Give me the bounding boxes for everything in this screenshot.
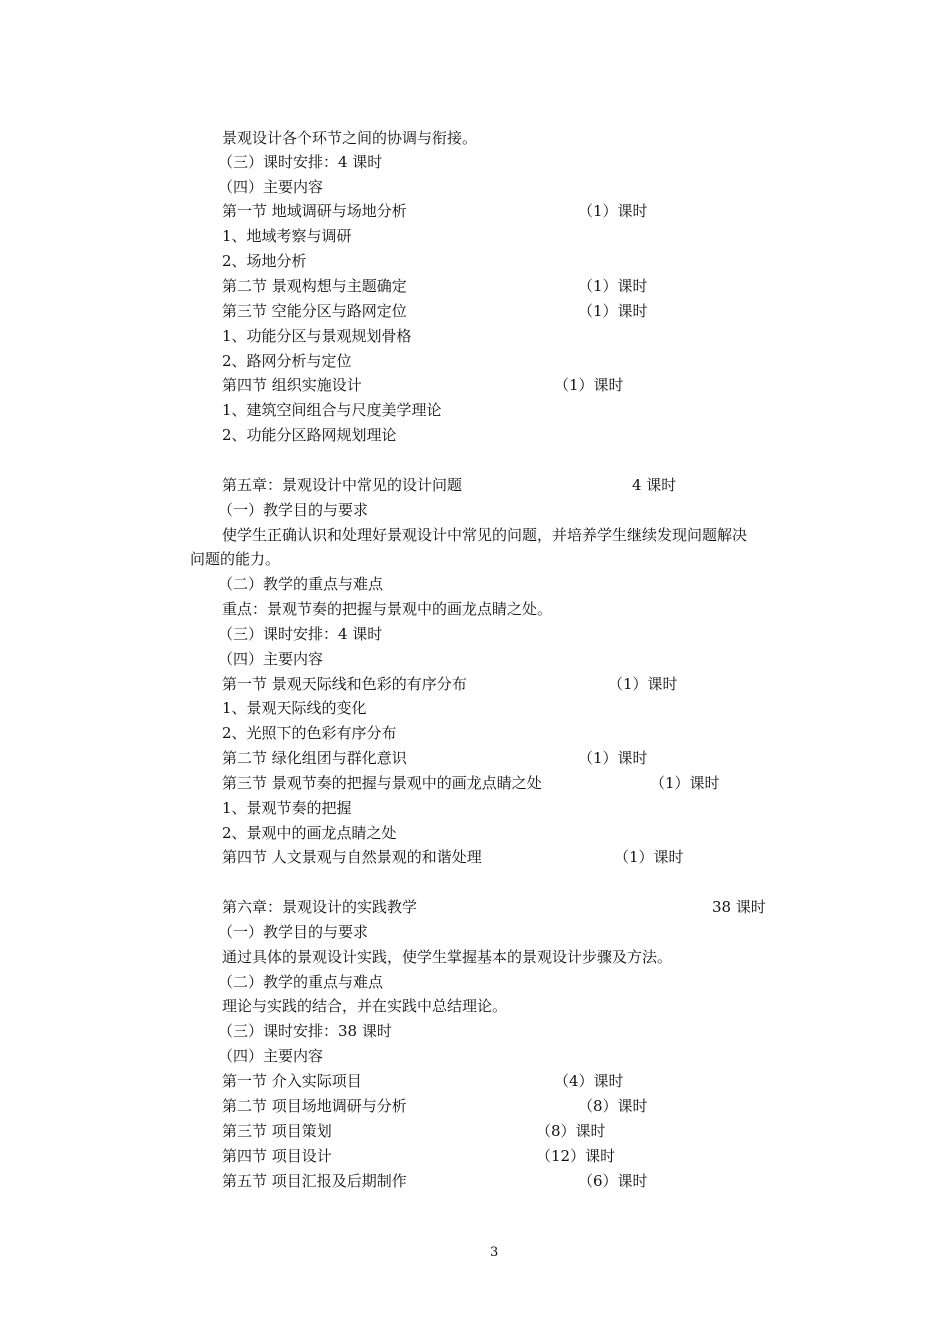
text-line: 第一节 介入实际项目 (222, 1072, 362, 1090)
text-line: 重点：景观节奏的把握与景观中的画龙点睛之处。 (222, 600, 553, 618)
hours-label: （4）课时 (554, 1072, 624, 1090)
hours-label: （8）课时 (536, 1122, 606, 1140)
text-line: 1、建筑空间组合与尺度美学理论 (222, 401, 442, 419)
text-line: 2、光照下的色彩有序分布 (222, 724, 397, 742)
text-line: 1、景观天际线的变化 (222, 699, 367, 717)
text-line: 2、路网分析与定位 (222, 352, 352, 370)
hours-label: 38 课时 (712, 898, 766, 916)
text-line: 第三节 景观节奏的把握与景观中的画龙点睛之处 (222, 774, 542, 792)
hours-label: （1）课时 (650, 774, 720, 792)
text-line: 1、功能分区与景观规划骨格 (222, 327, 412, 345)
text-line: 2、功能分区路网规划理论 (222, 426, 397, 444)
text-line: （四）主要内容 (218, 178, 324, 196)
text-line: 理论与实践的结合，并在实践中总结理论。 (222, 997, 508, 1015)
page-number: 3 (490, 1245, 499, 1260)
hours-label: （12）课时 (536, 1147, 616, 1165)
hours-label: （1）课时 (554, 376, 624, 394)
text-line: 2、场地分析 (222, 252, 307, 270)
text-line: 第四节 项目设计 (222, 1147, 332, 1165)
text-line: 第二节 景观构想与主题确定 (222, 277, 407, 295)
text-line: 使学生正确认识和处理好景观设计中常见的问题，并培养学生继续发现问题解决 (222, 526, 748, 544)
hours-label: （1）课时 (578, 202, 648, 220)
text-line: 景观设计各个环节之间的协调与衔接。 (222, 129, 478, 147)
text-line: （二）教学的重点与难点 (218, 973, 384, 991)
chapter-heading: 第六章：景观设计的实践教学 (222, 898, 418, 916)
hours-label: （1）课时 (578, 277, 648, 295)
hours-label: （8）课时 (578, 1097, 648, 1115)
hours-label: （1）课时 (578, 749, 648, 767)
hours-label: （1）课时 (578, 302, 648, 320)
text-line: （三）课时安排：38 课时 (218, 1022, 392, 1040)
text-line: （三）课时安排：4 课时 (218, 625, 383, 643)
chapter-heading: 第五章：景观设计中常见的设计问题 (222, 476, 463, 494)
text-line: 第二节 项目场地调研与分析 (222, 1097, 407, 1115)
text-line: 1、地域考察与调研 (222, 227, 352, 245)
hours-label: （1）课时 (614, 848, 684, 866)
text-line: 第四节 人文景观与自然景观的和谐处理 (222, 848, 482, 866)
text-line: （四）主要内容 (218, 1047, 324, 1065)
hours-label: 4 课时 (632, 476, 677, 494)
hours-label: （1）课时 (608, 675, 678, 693)
text-line: （四）主要内容 (218, 650, 324, 668)
text-line: 第一节 景观天际线和色彩的有序分布 (222, 675, 467, 693)
text-line: 第二节 绿化组团与群化意识 (222, 749, 407, 767)
text-line: 通过具体的景观设计实践，使学生掌握基本的景观设计步骤及方法。 (222, 948, 673, 966)
text-line: 第五节 项目汇报及后期制作 (222, 1172, 407, 1190)
text-line: 第一节 地域调研与场地分析 (222, 202, 407, 220)
text-line: （三）课时安排：4 课时 (218, 153, 383, 171)
text-line: （一）教学目的与要求 (218, 501, 369, 519)
text-line: 1、景观节奏的把握 (222, 799, 352, 817)
text-line: 第三节 项目策划 (222, 1122, 332, 1140)
hours-label: （6）课时 (578, 1172, 648, 1190)
text-line: 第四节 组织实施设计 (222, 376, 362, 394)
text-line: 2、景观中的画龙点睛之处 (222, 824, 397, 842)
text-line: （一）教学目的与要求 (218, 923, 369, 941)
text-line: 问题的能力。 (190, 550, 281, 568)
text-line: （二）教学的重点与难点 (218, 575, 384, 593)
text-line: 第三节 空能分区与路网定位 (222, 302, 407, 320)
